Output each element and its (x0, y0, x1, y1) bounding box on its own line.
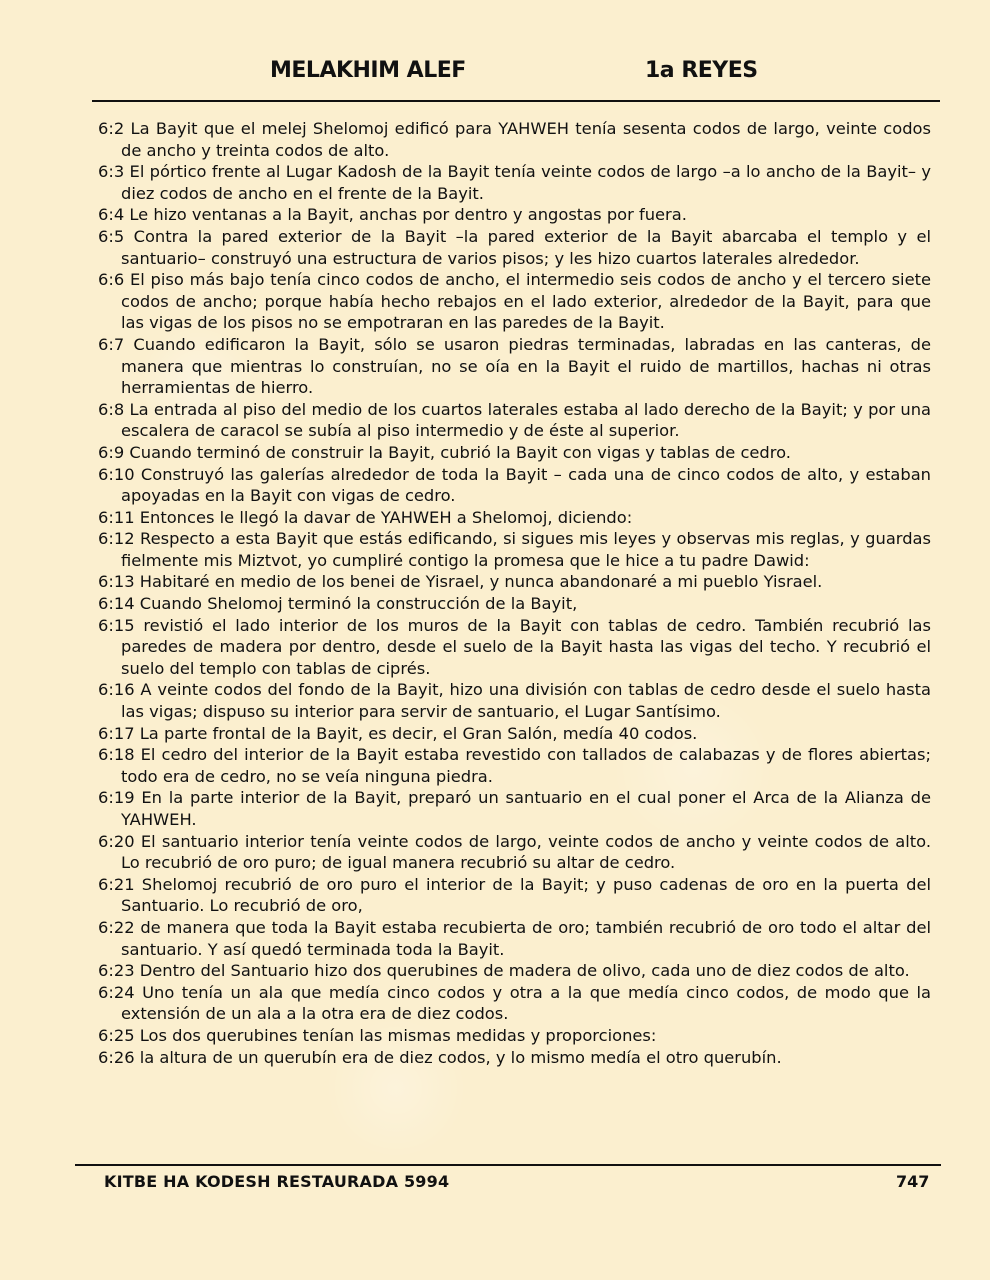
verse-list (98, 118, 931, 1068)
verse: 6:19 En la parte interior de la Bayit, preparó un santuario en el cual poner el Arca de la Alianza de YAHWEH. (98, 788, 931, 829)
verse: 6:9 Cuando terminó de construir la Bayit, cubrió la Bayit con vigas y tablas de cedro. (98, 442, 791, 462)
verse: 6:14 Cuando Shelomoj terminó la construcción de la Bayit, (98, 594, 578, 614)
verse: 6:13 Habitaré en medio de los benei de Yisrael, y nunca abandonaré a mi pueblo Yisrael. (98, 572, 823, 592)
verse: 6:18 El cedro del interior de la Bayit estaba revestido con tallados de calabazas y de flores abiertas; todo era de cedro, no se veía ninguna piedra. (98, 745, 931, 786)
verse: 6:6 El piso más bajo tenía cinco codos de ancho, el intermedio seis codos de ancho y el tercero siete codos de ancho; porque había hecho rebajos en el lado exterior, alrededor de la Bayit, para que las vigas de los pisos no se empotraran en las paredes de la Bayit. (98, 270, 931, 333)
verse: 6:10 Construyó las galerías alrededor de toda la Bayit – cada una de cinco codos de alto, y estaban apoyadas en la Bayit con vigas de cedro. (98, 464, 931, 506)
footer-title: KITBE HA KODESH RESTAURADA 5994 (104, 1172, 450, 1191)
verse: 6:12 Respecto a esta Bayit que estás edificando, si sigues mis leyes y observas mis reglas, y guardas fielmente mis Miztvot, yo cumpliré contigo la promesa que le hice a tu padre Dawid: (98, 529, 931, 570)
verse: 6:17 La parte frontal de la Bayit, es decir, el Gran Salón, medía 40 codos. (98, 723, 698, 743)
verse: 6:11 Entonces le llegó la davar de YAHWEH a Shelomoj, diciendo: (98, 507, 633, 527)
verse: 6:26 la altura de un querubín era de diez codos, y lo mismo medía el otro querubín. (98, 1047, 782, 1067)
verse: 6:2 La Bayit que el melej Shelomoj edificó para YAHWEH tenía sesenta codos de largo, veinte codos de ancho y treinta codos de alto. (98, 119, 931, 160)
verse: 6:23 Dentro del Santuario hizo dos querubines de madera de olivo, cada uno de diez codos de alto. (98, 961, 910, 981)
verse: 6:3 El pórtico frente al Lugar Kadosh de la Bayit tenía veinte codos de largo –a lo ancho de la Bayit– y diez codos de ancho en el frente de la Bayit. (98, 162, 931, 203)
verse: 6:21 Shelomoj recubrió de oro puro el interior de la Bayit; y puso cadenas de oro en la puerta del Santuario. Lo recubrió de oro, (98, 874, 931, 916)
page-header (0, 58, 990, 92)
header-divider (92, 100, 940, 102)
verse: 6:25 Los dos querubines tenían las mismas medidas y proporciones: (98, 1025, 657, 1045)
footer-divider (75, 1164, 941, 1166)
verse: 6:8 La entrada al piso del medio de los cuartos laterales estaba al lado derecho de la Bayit; y por una escalera de caracol se subía al piso intermedio y de éste al superior. (98, 399, 931, 441)
verse: 6:7 Cuando edificaron la Bayit, sólo se usaron piedras terminadas, labradas en las canteras, de manera que mientras lo construían, no se oía en la Bayit el ruido de martillos, hachas ni otras herramientas de hierro. (98, 334, 931, 398)
verse: 6:5 Contra la pared exterior de la Bayit –la pared exterior de la Bayit abarcaba el templo y el santuario– construyó una estructura de varios pisos; y les hizo cuartos laterales alrededor. (98, 226, 931, 268)
verse: 6:24 Uno tenía un ala que medía cinco codos y otra a la que medía cinco codos, de modo que la extensión de un ala a la otra era de diez codos. (98, 982, 931, 1024)
page-number: 747 (896, 1172, 930, 1191)
verse: 6:4 Le hizo ventanas a la Bayit, anchas por dentro y angostas por fuera. (98, 205, 687, 225)
book-title-hebrew: MELAKHIM ALEF (270, 58, 466, 83)
verse: 6:22 de manera que toda la Bayit estaba recubierta de oro; también recubrió de oro todo el altar del santuario. Y así quedó terminada toda la Bayit. (98, 917, 931, 959)
verse: 6:20 El santuario interior tenía veinte codos de largo, veinte codos de ancho y veinte codos de alto. Lo recubrió de oro puro; de igual manera recubrió su altar de cedro. (98, 831, 931, 873)
verse: 6:16 A veinte codos del fondo de la Bayit, hizo una división con tablas de cedro desde el suelo hasta las vigas; dispuso su interior para servir de santuario, el Lugar Santísimo. (98, 680, 931, 722)
book-title-spanish: 1a REYES (645, 58, 758, 83)
verse: 6:15 revistió el lado interior de los muros de la Bayit con tablas de cedro. También recubrió las paredes de madera por dentro, desde el suelo de la Bayit hasta las vigas del techo. Y recubrió el suelo del templo con tablas de ciprés. (98, 615, 931, 678)
